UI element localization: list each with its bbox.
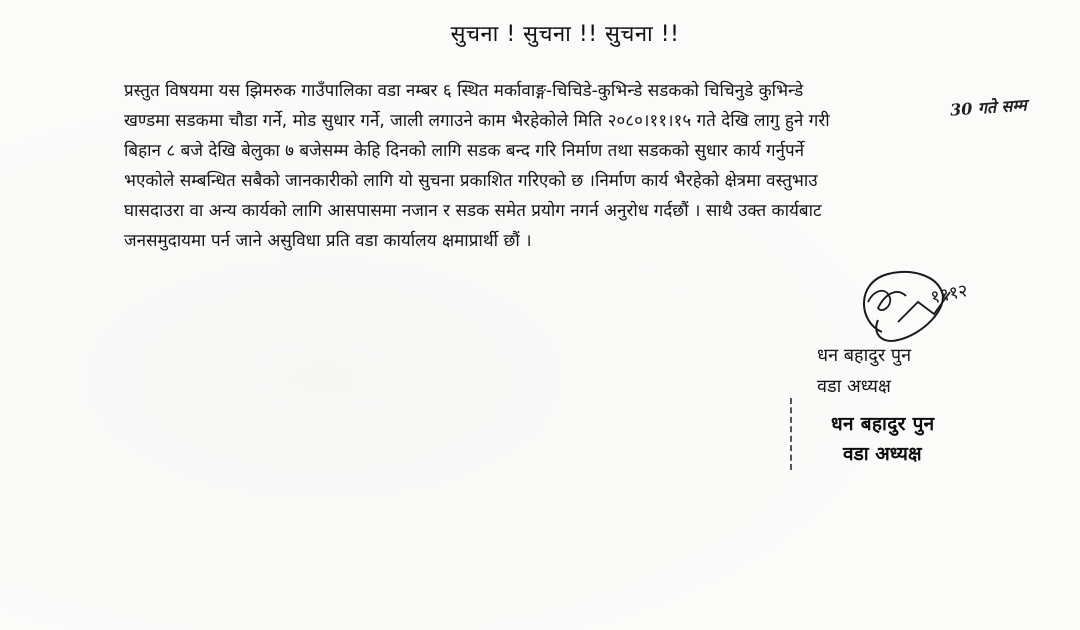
body-line: खण्डमा सडकमा चौडा गर्ने, मोड सुधार गर्ने, जाली लगाउने काम भैरहेकोले मिति २०८०।११।१५ गते देखि लागु हुने गरी <box>124 111 830 131</box>
signatory-name: धन बहादुर पुन <box>817 345 912 366</box>
signatory-role: वडा अध्यक्ष <box>817 376 891 397</box>
notice-title-text: सुचना ! सुचना !! सुचना !! <box>450 22 680 47</box>
stamp-name: धन बहादुर पुन <box>831 413 935 435</box>
stamp-role: वडा अध्यक्ष <box>843 443 922 465</box>
body-line: जनसमुदायमा पर्न जाने असुविधा प्रति वडा कार्यालय क्षमाप्रार्थी छौं । <box>124 231 532 251</box>
body-line: घासदाउरा वा अन्य कार्यको लागि आसपासमा नजान र सडक समेत प्रयोग नगर्न अनुरोध गर्दछौं । साथै उक्त कार्यबाट <box>124 201 822 221</box>
handwritten-annotation: 30 गते सम्म <box>949 95 1028 120</box>
body-line: प्रस्तुत विषयमा यस झिमरुक गाउँपालिका वडा नम्बर ६ स्थित मर्कावाङ्ग-चिचिडे-कुभिन्डे सडकको चिचिनुडे कुभिन्डे <box>124 81 804 101</box>
body-line: भएकोले सम्बन्धित सबैको जानकारीको लागि यो सुचना प्रकाशित गरिएको छ ।निर्माण कार्य भैरहेको क्षेत्रमा वस्तुभाउ <box>124 171 818 191</box>
signature-text: १११२ <box>928 280 970 309</box>
notice-body <box>124 76 1062 256</box>
notice-title <box>0 18 1080 48</box>
signature-mark <box>838 262 998 352</box>
body-line: बिहान ८ बजे देखि बेलुका ७ बजेसम्म केहि दिनको लागि सडक बन्द गरि निर्माण तथा सडकको सुधार कार्य गर्नुपर्ने <box>124 141 805 161</box>
